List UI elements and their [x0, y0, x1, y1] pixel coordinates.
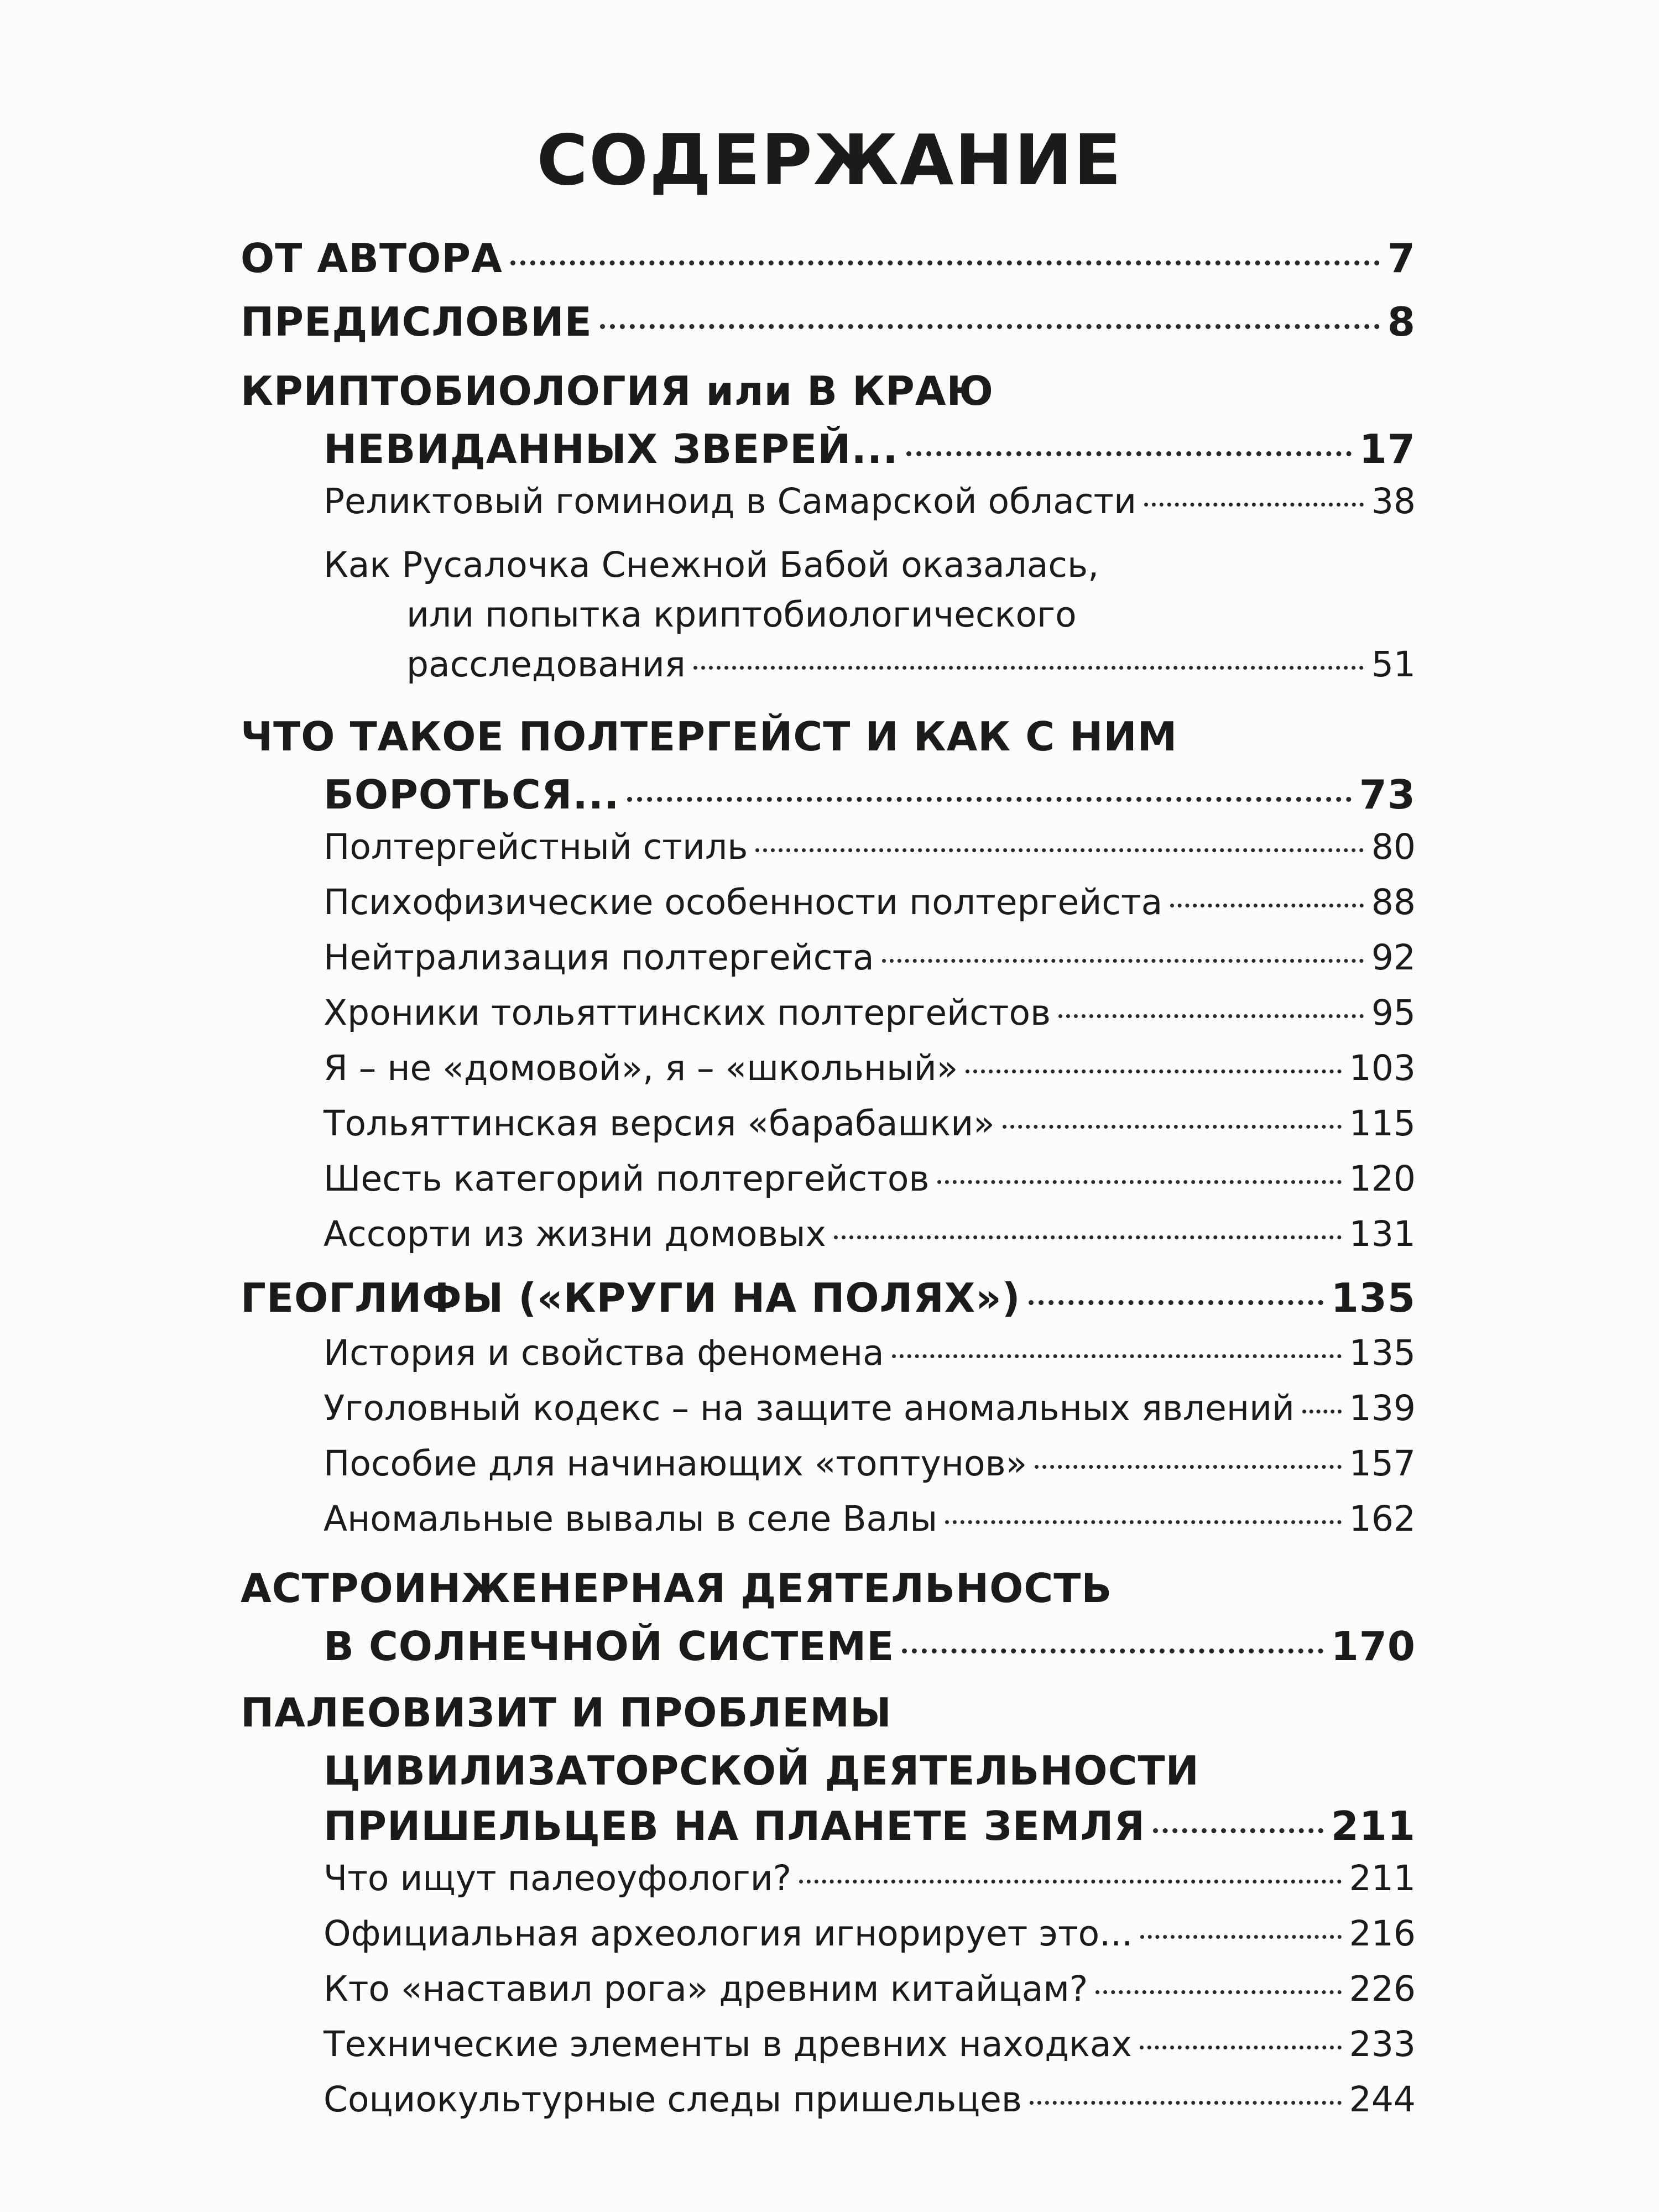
- toc-entry-title: расследования: [406, 644, 686, 685]
- dot-leader: [1170, 904, 1364, 907]
- toc-page-number: 88: [1371, 882, 1416, 922]
- toc-entry: [241, 1275, 1416, 1330]
- dot-leader: [627, 797, 1351, 802]
- toc-entry-title: Тольяттинская версия «барабашки»: [324, 1103, 995, 1144]
- toc-entry: [324, 1623, 1416, 1678]
- toc-page-number: 115: [1349, 1103, 1416, 1144]
- toc-page-number: 8: [1387, 299, 1416, 345]
- toc-entry: [324, 1858, 1416, 1913]
- toc-entry: [241, 235, 1416, 290]
- toc-page-number: 120: [1349, 1159, 1416, 1199]
- toc-entry-title: НЕВИДАННЫХ ЗВЕРЕЙ...: [324, 426, 899, 472]
- toc-entry: [324, 1443, 1416, 1499]
- toc-page-number: 211: [1349, 1858, 1416, 1898]
- toc-entry-title-line: Как Русалочка Снежной Бабой оказалась,: [324, 545, 1099, 585]
- dot-leader: [510, 260, 1380, 265]
- toc-entry-title: Социокультурные следы пришельцев: [324, 2079, 1022, 2120]
- dot-leader: [1144, 503, 1364, 507]
- dot-leader: [799, 1880, 1342, 1884]
- toc-entry-title: Что ищут палеоуфологи?: [324, 1858, 792, 1898]
- dot-leader: [937, 1180, 1342, 1184]
- toc-page-number: 17: [1359, 426, 1416, 472]
- toc-entry: [406, 644, 1416, 700]
- dot-leader: [966, 1070, 1341, 1073]
- toc-page-number: 226: [1349, 1969, 1416, 2009]
- dot-leader: [1035, 1465, 1342, 1469]
- toc-entry-title: Нейтрализация полтергейста: [324, 937, 874, 978]
- toc-entry-title-line: АСТРОИНЖЕНЕРНАЯ ДЕЯТЕЛЬНОСТЬ: [241, 1565, 1113, 1611]
- toc-entry: [324, 1214, 1416, 1269]
- toc-entry-title: БОРОТЬСЯ...: [324, 771, 620, 818]
- toc-entry-title-line: ЧТО ТАКОЕ ПОЛТЕРГЕЙСТ И КАК С НИМ: [241, 713, 1178, 760]
- toc-entry: [324, 937, 1416, 993]
- toc-entry-title: Полтергейстный стиль: [324, 827, 748, 867]
- toc-entry: [324, 771, 1416, 827]
- toc-entry-title: В СОЛНЕЧНОЙ СИСТЕМЕ: [324, 1623, 895, 1670]
- toc-entry: [324, 993, 1416, 1048]
- dot-leader: [1153, 1828, 1323, 1833]
- toc-page-number: 131: [1349, 1214, 1416, 1254]
- toc-entry-title-line: ЦИВИЛИЗАТОРСКОЙ ДЕЯТЕЛЬНОСТИ: [324, 1747, 1199, 1794]
- toc-entry-title: Уголовный кодекс – на защите аномальных явлений: [324, 1388, 1295, 1428]
- toc-entry: [324, 827, 1416, 882]
- toc-entry-title: ОТ АВТОРА: [241, 235, 503, 281]
- toc-entry-title: Шесть категорий полтергейстов: [324, 1159, 930, 1199]
- dot-leader: [600, 324, 1380, 329]
- toc-entry-title: ГЕОГЛИФЫ («КРУГИ НА ПОЛЯХ»): [241, 1275, 1021, 1321]
- toc-page-number: 233: [1349, 2024, 1416, 2064]
- toc-entry-title-line: ПАЛЕОВИЗИТ И ПРОБЛЕМЫ: [241, 1689, 892, 1736]
- dot-leader: [1029, 1300, 1323, 1305]
- dot-leader: [945, 1520, 1342, 1524]
- toc-entry-title: ПРЕДИСЛОВИЕ: [241, 299, 592, 345]
- toc-entry-title: Официальная археология игнорирует это...: [324, 1913, 1133, 1954]
- toc-page-number: 92: [1371, 937, 1416, 978]
- toc-entry: [241, 299, 1416, 354]
- toc-entry: [324, 1333, 1416, 1388]
- toc-entry-title-line: или попытка криптобиологического: [406, 594, 1077, 635]
- toc-entry-title: Психофизические особенности полтергейста: [324, 882, 1163, 922]
- toc-page-number: 170: [1331, 1623, 1416, 1670]
- toc-entry-title: Аномальные вывалы в селе Валы: [324, 1499, 938, 1539]
- toc-entry: [324, 1159, 1416, 1214]
- toc-entry-title-line: КРИПТОБИОЛОГИЯ или В КРАЮ: [241, 368, 994, 414]
- toc-entry-title: Технические элементы в древних находках: [324, 2024, 1132, 2064]
- toc-entry-title: Пособие для начинающих «топтунов»: [324, 1443, 1027, 1484]
- toc-page-number: 103: [1349, 1048, 1416, 1088]
- dot-leader: [882, 959, 1364, 963]
- dot-leader: [1030, 2101, 1342, 2105]
- toc-entry: [324, 1913, 1416, 1969]
- dot-leader: [1003, 1125, 1342, 1129]
- toc-entry: [324, 1803, 1416, 1858]
- toc-entry: [324, 1388, 1416, 1443]
- toc-page-number: 38: [1371, 481, 1416, 521]
- dot-leader: [902, 1648, 1323, 1653]
- toc-entry-title: Ассорти из жизни домовых: [324, 1214, 826, 1254]
- toc-page-number: 51: [1371, 644, 1416, 685]
- dot-leader: [693, 666, 1364, 670]
- toc-page-number: 162: [1349, 1499, 1416, 1539]
- toc-page-number: 7: [1387, 235, 1416, 281]
- toc-entry: [324, 2024, 1416, 2079]
- toc-page-number: 135: [1349, 1333, 1416, 1373]
- toc-page-number: 244: [1349, 2079, 1416, 2120]
- toc-page-number: 135: [1331, 1275, 1416, 1321]
- toc-entry-title: Реликтовый гоминоид в Самарской области: [324, 481, 1137, 521]
- dot-leader: [1302, 1410, 1342, 1413]
- toc-entry: [324, 426, 1416, 481]
- toc-entry: [324, 1969, 1416, 2024]
- dot-leader: [834, 1235, 1342, 1239]
- toc-page-number: 211: [1331, 1803, 1416, 1849]
- toc-entry: [324, 2079, 1416, 2135]
- dot-leader: [892, 1354, 1342, 1358]
- toc-entry: [324, 882, 1416, 937]
- dot-leader: [906, 451, 1352, 456]
- dot-leader: [1058, 1014, 1364, 1018]
- dot-leader: [1095, 1990, 1341, 1994]
- toc-entry-title: ПРИШЕЛЬЦЕВ НА ПЛАНЕТЕ ЗЕМЛЯ: [324, 1803, 1145, 1849]
- dot-leader: [1140, 2046, 1342, 2049]
- page-title: СОДЕРЖАНИЕ: [536, 119, 1123, 201]
- toc-entry: [324, 481, 1416, 536]
- toc-page-number: 95: [1371, 993, 1416, 1033]
- toc-entry: [324, 1103, 1416, 1159]
- toc-entry-title: Я – не «домовой», я – «школьный»: [324, 1048, 958, 1088]
- toc-page-number: 80: [1371, 827, 1416, 867]
- toc-page-number: 73: [1359, 771, 1416, 818]
- toc-page-number: 139: [1349, 1388, 1416, 1428]
- toc-entry-title: История и свойства феномена: [324, 1333, 884, 1373]
- toc-page-number: 157: [1349, 1443, 1416, 1484]
- toc-entry: [324, 1499, 1416, 1554]
- toc-entry-title: Хроники тольяттинских полтергейстов: [324, 993, 1051, 1033]
- dot-leader: [755, 848, 1363, 852]
- dot-leader: [1140, 1935, 1341, 1939]
- toc-entry-title: Кто «наставил рога» древним китайцам?: [324, 1969, 1088, 2009]
- toc-entry: [324, 1048, 1416, 1103]
- toc-page-number: 216: [1349, 1913, 1416, 1954]
